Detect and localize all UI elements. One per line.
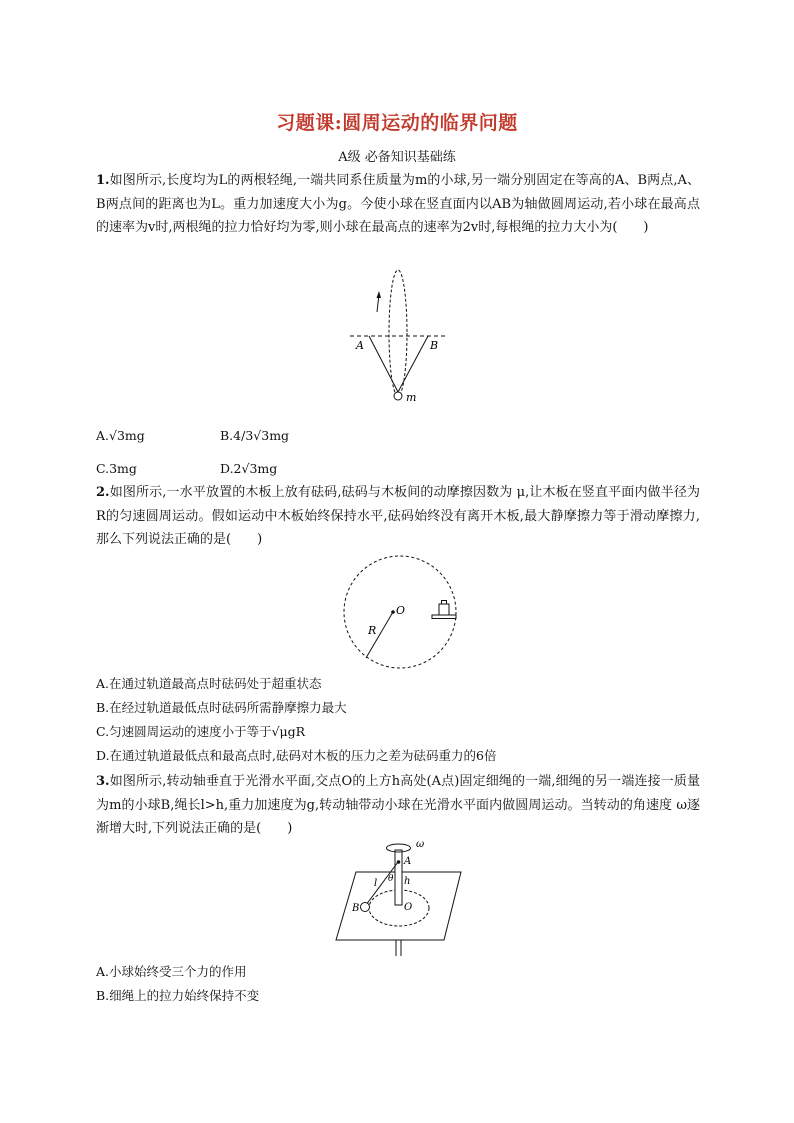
board (432, 615, 456, 619)
ball-b (361, 903, 370, 912)
label-l: l (374, 878, 378, 889)
question-2-option-a: A.在通过轨道最高点时砝码处于超重状态 (96, 676, 322, 691)
question-2-option-d: D.在通过轨道最低点和最高点时,砝码对木板的压力之差为砝码重力的6倍 (96, 748, 497, 763)
question-2-number: 2. (96, 485, 110, 500)
weight-knob (442, 601, 447, 605)
question-1-option-a: A.√3mg (96, 428, 145, 443)
ball-m (394, 392, 402, 400)
center-dot (391, 610, 395, 614)
question-3-text: 如图所示,转动轴垂直于光滑水平面,交点O的上方h高处(A点)固定细绳的一端,细绳的另一端连接一质量为m的小球B,绳长l>h,重力加速度为g,转动轴带动小球在光滑水平面内做圆周运动。当转动的角速度 ω逐渐增大时,下列说法正确的是( ) (96, 774, 700, 836)
page-title: 习题课:圆周运动的临界问题 (276, 112, 518, 134)
circular-path (389, 270, 407, 396)
question-1 (96, 169, 700, 240)
question-1-option-b: B.4/3√3mg (220, 428, 290, 443)
label-h: h (404, 876, 411, 887)
arrow-head-icon (377, 291, 382, 298)
question-2 (96, 481, 700, 552)
label-b: B (430, 339, 439, 352)
rope-a (369, 336, 398, 392)
question-3 (96, 770, 700, 841)
question-1-text: 如图所示,长度均为L的两根轻绳,一端共同系住质量为m的小球,另一端分别固定在等高的A、B两点,A、B两点间的距离也为L。重力加速度大小为g。今使小球在竖直面内以AB为轴做圆周运动,若小球在最高点的速率为v时,两根绳的拉力恰好均为零,则小球在最高点的速率为2v时,每根绳的拉力大小为( ) (96, 173, 700, 235)
question-3-number: 3. (96, 774, 110, 789)
point-a (397, 860, 401, 864)
label-omega: ω (416, 839, 425, 850)
question-3-figure (328, 838, 468, 958)
question-3-option-b: B.细绳上的拉力始终保持不变 (96, 988, 260, 1003)
label-theta: θ (388, 874, 394, 884)
question-3-option-a: A.小球始终受三个力的作用 (96, 964, 247, 979)
label-o: O (396, 604, 406, 617)
label-r: R (368, 624, 377, 637)
question-1-option-c: C.3mg (96, 461, 137, 476)
question-2-figure (330, 552, 470, 672)
weight-icon (439, 604, 449, 615)
label-a: A (404, 856, 412, 867)
label-b: B (352, 903, 360, 914)
rope-b (398, 336, 428, 392)
question-1-option-d: D.2√3mg (220, 461, 278, 476)
label-o: O (404, 902, 413, 913)
section-heading: A级 必备知识基础练 (338, 150, 456, 165)
question-1-figure (340, 262, 460, 412)
question-1-number: 1. (96, 173, 110, 188)
label-a: A (356, 339, 364, 352)
label-m: m (406, 391, 417, 404)
question-2-option-c: C.匀速圆周运动的速度小于等于√μgR (96, 724, 306, 739)
question-2-text: 如图所示,一水平放置的木板上放有砝码,砝码与木板间的动摩擦因数为 μ,让木板在竖直平面内做半径为R的匀速圆周运动。假如运动中木板始终保持水平,砝码始终没有离开木板,最大静摩擦力等于滑动摩擦力,那么下列说法正确的是( ) (96, 485, 700, 547)
rotation-shaft (395, 850, 402, 905)
question-2-option-b: B.在经过轨道最低点时砝码所需静摩擦力最大 (96, 700, 347, 715)
